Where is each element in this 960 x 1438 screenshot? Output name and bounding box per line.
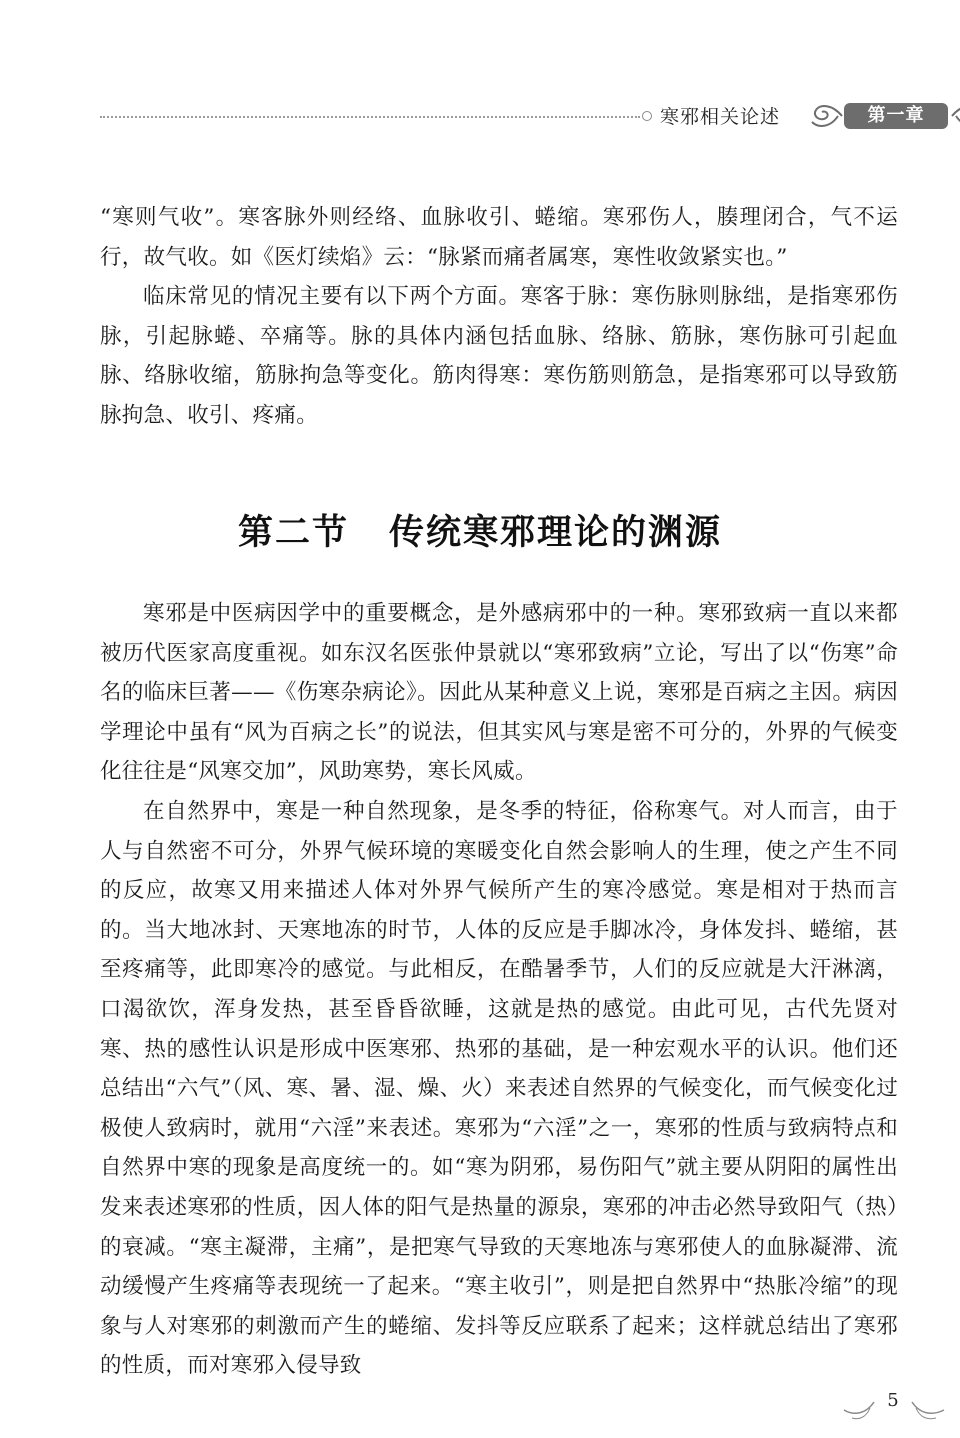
header-dotted-rule: [100, 116, 640, 118]
running-title: 寒邪相关论述: [660, 106, 781, 128]
chapter-label: 第一章: [844, 103, 948, 129]
section-text-block: [100, 594, 898, 1386]
section-heading: [0, 505, 960, 555]
header-rule-end-circle: [642, 111, 652, 121]
page-header: [100, 98, 925, 136]
top-text-block: [100, 198, 898, 436]
paragraph: 寒邪是中医病因学中的重要概念，是外感病邪中的一种。寒邪致病一直以来都被历代医家高度重视。如东汉名医张仲景就以“寒邪致病”立论，写出了以“伤寒”命名的临床巨著——《伤寒杂病论》。因此从某种意义上说，寒邪是百病之主因。病因学理论中虽有“风为百病之长”的说法，但其实风与寒是密不可分的，外界的气候变化往往是“风寒交加”，风助寒势，寒长风威。: [100, 601, 898, 785]
page-number: 5: [887, 1390, 899, 1411]
section-title: 传统寒邪理论的渊源: [389, 512, 723, 553]
chapter-tab: [802, 98, 960, 134]
section-number: 第二节: [237, 512, 349, 553]
paragraph: 临床常见的情况主要有以下两个方面。寒客于脉：寒伤脉则脉绌，是指寒邪伤脉，引起脉蜷、卒痛等。脉的具体内涵包括血脉、络脉、筋脉，寒伤脉可引起血脉、络脉收缩，筋脉拘急等变化。筋肉得寒：寒伤筋则筋急，是指寒邪可以导致筋脉拘急、收引、疼痛。: [100, 284, 898, 428]
paragraph: 在自然界中，寒是一种自然现象，是冬季的特征，俗称寒气。对人而言，由于人与自然密不可分，外界气候环境的寒暖变化自然会影响人的生理，使之产生不同的反应，故寒又用来描述人体对外界气候所产生的寒冷感觉。寒是相对于热而言的。当大地冰封、天寒地冻的时节，人体的反应是手脚冰冷，身体发抖、蜷缩，甚至疼痛等，此即寒冷的感觉。与此相反，在酷暑季节，人们的反应就是大汗淋漓，口渴欲饮，浑身发热，甚至昏昏欲睡，这就是热的感觉。由此可见，古代先贤对寒、热的感性认识是形成中医寒邪、热邪的基础，是一种宏观水平的认识。他们还总结出“六气”（风、寒、暑、湿、燥、火）来表述自然界的气候变化，而气候变化过极使人致病时，就用“六淫”来表述。寒邪为“六淫”之一，寒邪的性质与致病特点和自然界中寒的现象是高度统一的。如“寒为阴邪，易伤阳气”就主要从阴阳的属性出发来表述寒邪的性质，因人体的阳气是热量的源泉，寒邪的冲击必然导致阳气（热）的衰减。“寒主凝滞，主痛”，是把寒气导致的天寒地冻与寒邪使人的血脉凝滞、流动缓慢产生疼痛等表现统一了起来。“寒主收引”，则是把自然界中“热胀冷缩”的现象与人对寒邪的刺激而产生的蜷缩、发抖等反应联系了起来；这样就总结出了寒邪的性质，而对寒邪入侵导致: [100, 798, 898, 1379]
page-footer: [840, 1388, 950, 1428]
paragraph: “寒则气收”。寒客脉外则经络、血脉收引、蜷缩。寒邪伤人，腠理闭合，气不运行，故气收。如《医灯续焰》云：“脉紧而痛者属寒，寒性收敛紧实也。”: [100, 205, 898, 270]
